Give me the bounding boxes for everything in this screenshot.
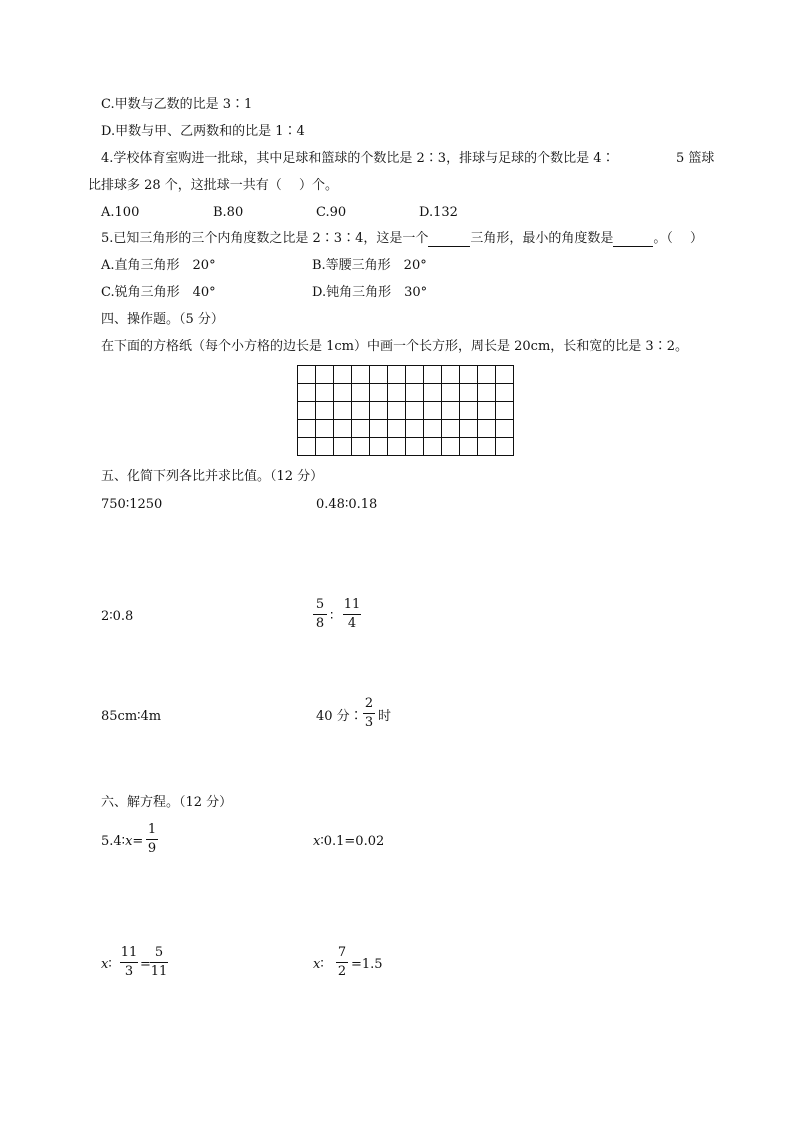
grid-paper[interactable]: [297, 365, 514, 456]
equation-2: [313, 834, 384, 850]
q4-text-line1: 4.学校体育室购进一批球，其中足球和篮球的个数比是 2∶3，排球与足球的个数比是 4∶: [101, 151, 615, 166]
q4-text-line2: 比排球多 28 个，这批球一共有（ ）个。: [88, 178, 338, 193]
ratio-problem-1: 750∶1250: [101, 497, 163, 512]
ratio-colon: ∶: [108, 957, 112, 972]
option-d: D.甲数与甲、乙两数和的比是 1∶4: [101, 124, 305, 139]
ratio-problem-3: 2∶0.8: [101, 609, 134, 624]
numerator: 5: [154, 945, 164, 960]
equation-1-left: [101, 834, 143, 850]
section4-instruction: 在下面的方格纸（每个小方格的边长是 1cm）中画一个长方形，周长是 20cm，长和宽的比是 3∶2。: [101, 339, 688, 354]
fraction-5-8: [313, 598, 327, 631]
q4-text-line1-end: 5 篮球: [676, 151, 715, 166]
equation-4-left: [313, 957, 324, 973]
ratio-colon: ∶: [330, 609, 334, 624]
q5-text-part3: 。（ ）: [653, 231, 704, 246]
ratio-problem-2: 0.48∶0.18: [316, 497, 378, 512]
answer-blank-1[interactable]: [428, 233, 470, 247]
q5-text: [101, 231, 703, 247]
q4-option-b: B.80: [213, 205, 244, 220]
option-c: C.甲数与乙数的比是 3∶1: [101, 97, 253, 112]
q5-text-part1: 5.已知三角形的三个内角度数之比是 2∶3∶4，这是一个: [101, 231, 429, 246]
denominator: 3: [124, 964, 134, 979]
q5-option-b: B.等腰三角形 20°: [312, 258, 427, 273]
section4-title: 四、操作题。（5 分）: [101, 312, 224, 327]
fraction-2-3: [363, 697, 375, 730]
ratio-colon: ∶: [320, 957, 324, 972]
fraction-11-4: [343, 598, 361, 631]
numerator: 7: [337, 945, 347, 960]
variable-x: x: [125, 834, 133, 849]
q5-option-a: A.直角三角形 20°: [101, 258, 216, 273]
denominator: 9: [147, 841, 157, 856]
variable-x: x: [313, 834, 321, 849]
denominator: 8: [315, 616, 325, 631]
equals-sign: =: [140, 957, 151, 972]
denominator: 4: [347, 616, 357, 631]
denominator: 2: [337, 964, 347, 979]
fraction-5-11: [150, 946, 168, 979]
q4-option-a: A.100: [101, 205, 140, 220]
fraction-11-3: [120, 946, 138, 979]
q5-option-c: C.锐角三角形 40°: [101, 285, 216, 300]
denominator: 3: [364, 715, 374, 730]
variable-x: x: [101, 957, 109, 972]
fraction-1-9: [146, 823, 158, 856]
ratio-problem-5: 85cm∶4m: [101, 709, 162, 724]
section5-title: 五、化简下列各比并求比值。（12 分）: [101, 469, 324, 484]
numerator: 11: [343, 597, 361, 612]
numerator: 2: [364, 696, 374, 711]
equation-2-rest: ∶0.1=0.02: [320, 834, 385, 849]
q5-option-d: D.钝角三角形 30°: [312, 285, 428, 300]
equation-4-right: =1.5: [351, 957, 383, 972]
equals-sign: =: [132, 834, 144, 849]
numerator: 1: [147, 822, 157, 837]
ratio-problem-6-suffix: 时: [378, 709, 392, 724]
answer-blank-2[interactable]: [613, 233, 653, 247]
equation-3-left: [101, 957, 112, 973]
fraction-7-2: [336, 946, 348, 979]
numerator: 11: [120, 945, 138, 960]
equation-1-prefix: 5.4∶: [101, 834, 126, 849]
section6-title: 六、解方程。（12 分）: [101, 795, 233, 810]
q4-option-d: D.132: [419, 205, 458, 220]
q4-option-c: C.90: [316, 205, 347, 220]
variable-x: x: [313, 957, 321, 972]
q5-text-part2: 三角形，最小的角度数是: [470, 231, 614, 246]
numerator: 5: [315, 597, 325, 612]
ratio-problem-6-prefix: 40 分∶: [316, 709, 363, 724]
denominator: 11: [150, 964, 168, 979]
